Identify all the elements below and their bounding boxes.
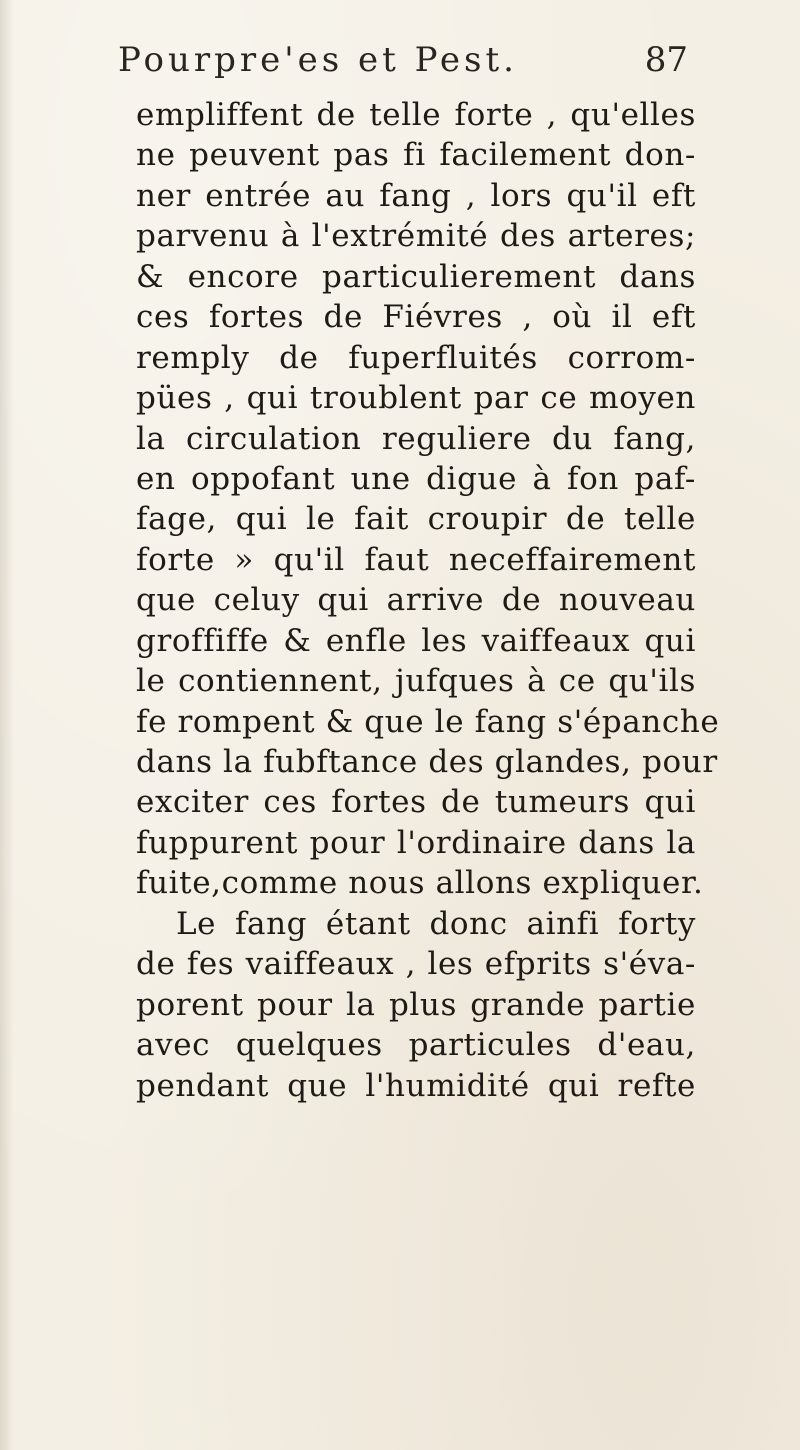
text-line: pendant que l'humidité qui refte xyxy=(136,1067,696,1104)
text-line: fage, qui le fait croupir de telle xyxy=(136,501,696,538)
paragraph-start-line: Le fang étant donc ainfi forty xyxy=(176,905,696,942)
text-line: groffiffe & enfle les vaiffeaux qui xyxy=(136,622,696,659)
text-line: porent pour la plus grande partie xyxy=(136,986,696,1023)
text-line: parvenu à l'extrémité des arteres; xyxy=(136,218,696,255)
running-title: Pourpre'es et Pest. xyxy=(118,40,518,80)
text-line: fuppurent pour l'ordinaire dans la xyxy=(136,824,696,861)
text-line: fe rompent & que le fang s'épanche xyxy=(136,703,720,740)
text-line: forte » qu'il faut neceffairement xyxy=(136,541,696,578)
body-text xyxy=(136,95,720,1375)
text-line: la circulation reguliere du fang, xyxy=(136,420,696,457)
text-line: de fes vaiffeaux , les efprits s'éva- xyxy=(136,946,696,983)
text-line: que celuy qui arrive de nouveau xyxy=(136,582,696,619)
text-line: exciter ces fortes de tumeurs qui xyxy=(136,784,696,821)
text-line: remply de fuperfluités corrom- xyxy=(136,339,696,376)
text-line: le contiennent, jufques à ce qu'ils xyxy=(136,663,696,700)
text-line: pües , qui troublent par ce moyen xyxy=(136,380,696,417)
text-line: & encore particulierement dans xyxy=(136,258,696,295)
page-number: 87 xyxy=(644,40,688,80)
running-head xyxy=(118,40,688,88)
text-line: ner entrée au fang , lors qu'il eft xyxy=(136,177,696,214)
text-line: ne peuvent pas fi facilement don- xyxy=(136,137,696,174)
text-line: empliffent de telle forte , qu'elles xyxy=(136,97,696,133)
text-line: en oppofant une digue à fon paf- xyxy=(136,460,696,497)
text-line: dans la fubftance des glandes, pour xyxy=(136,744,718,780)
text-line: avec quelques particules d'eau, xyxy=(136,1027,696,1064)
text-line: fuite,comme nous allons expliquer. xyxy=(136,865,704,902)
binding-shadow xyxy=(0,0,14,1450)
text-line: ces fortes de Fiévres , où il eft xyxy=(136,299,696,336)
